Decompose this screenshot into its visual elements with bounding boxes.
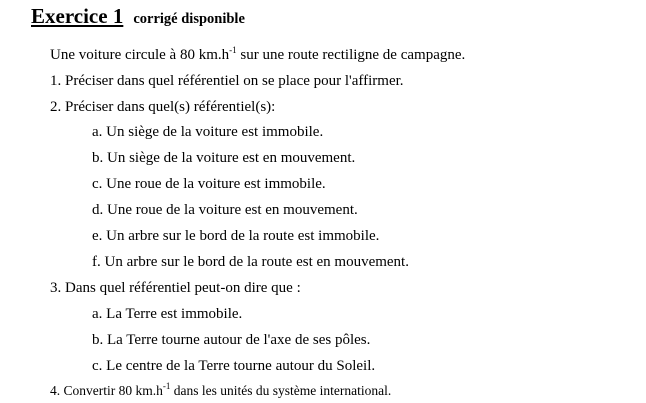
question-1: 1. Préciser dans quel référentiel on se place pour l'affirmer. (50, 73, 404, 89)
question-3-item-b: b. La Terre tourne autour de l'axe de ses pôles. (92, 332, 371, 348)
question-2-item-f: f. Un arbre sur le bord de la route est en mouvement. (92, 254, 409, 270)
question-2-prompt: 2. Préciser dans quel(s) référentiel(s): (50, 99, 276, 115)
question-4-exponent: -1 (162, 381, 171, 391)
question-4-text-end: dans les unités du système international. (170, 383, 392, 398)
exercise-title: Exercice 1 (31, 4, 124, 28)
question-2-item-c: c. Une roue de la voiture est immobile. (92, 176, 326, 192)
question-2-item-e: e. Un arbre sur le bord de la route est immobile. (92, 228, 380, 244)
question-4 (50, 382, 391, 400)
question-3-item-a: a. La Terre est immobile. (92, 306, 243, 322)
question-2-item-d: d. Une roue de la voiture est en mouvement. (92, 202, 358, 218)
question-4-text: 4. Convertir 80 km.h (50, 383, 163, 398)
exercise-header (31, 4, 245, 29)
intro-exponent: -1 (229, 45, 237, 55)
question-3-item-c: c. Le centre de la Terre tourne autour du Soleil. (92, 358, 376, 374)
intro-sentence (50, 46, 465, 64)
intro-text-end: sur une route rectiligne de campagne. (236, 47, 466, 63)
exercise-subtitle: corrigé disponible (133, 11, 245, 27)
question-2-item-b: b. Un siège de la voiture est en mouvement. (92, 150, 356, 166)
question-2-item-a: a. Un siège de la voiture est immobile. (92, 124, 324, 140)
question-3-prompt: 3. Dans quel référentiel peut-on dire que : (50, 280, 301, 296)
intro-text: Une voiture circule à 80 km.h (50, 47, 230, 63)
